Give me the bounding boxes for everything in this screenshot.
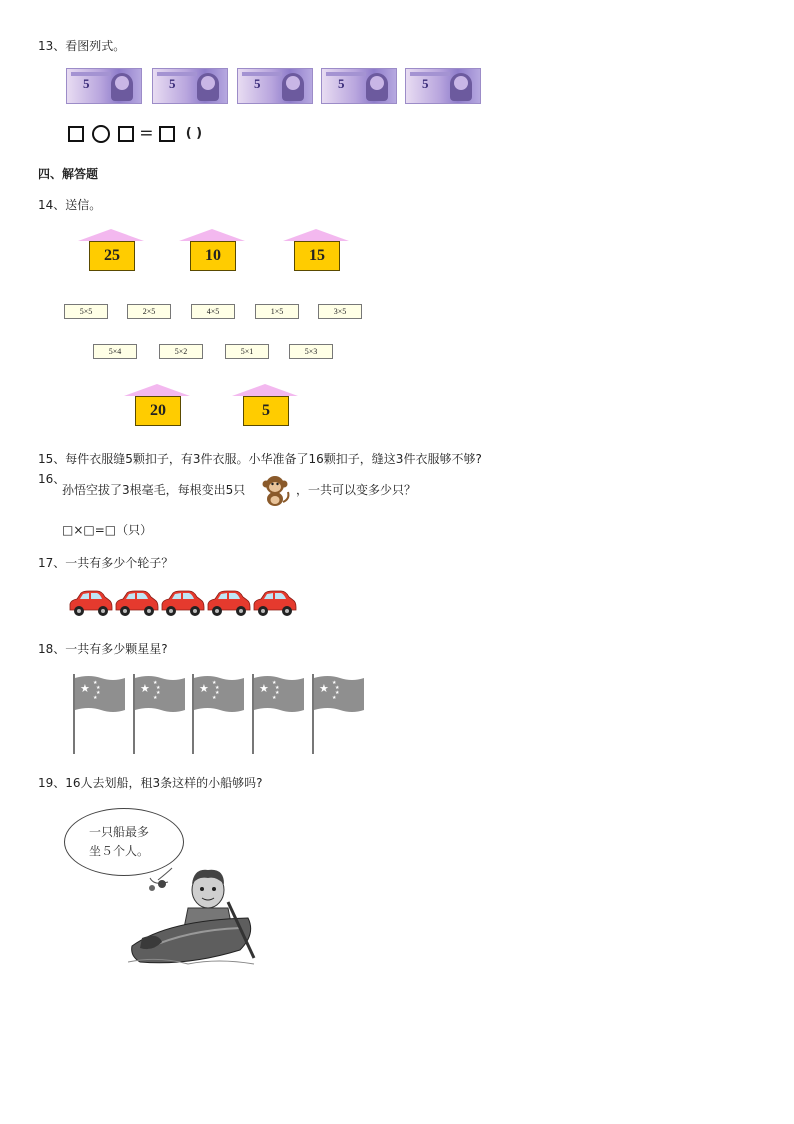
answer-box[interactable] (118, 126, 134, 142)
svg-text:★: ★ (319, 682, 329, 695)
svg-text:★: ★ (215, 690, 220, 696)
car-icon (251, 588, 297, 618)
roof (179, 229, 245, 241)
q16-number: 16、 (38, 472, 66, 486)
house-number: 15 (294, 241, 340, 271)
svg-text:★: ★ (93, 695, 98, 701)
q13-label: 13、看图列式。 (38, 39, 126, 53)
svg-text:★: ★ (153, 680, 158, 686)
flag-icon (250, 672, 306, 754)
letter-card[interactable]: 5×5 (64, 304, 108, 319)
flag-icon (131, 672, 187, 754)
q16-text-after: ，一共可以变多少只？ (296, 483, 417, 497)
letter-card[interactable]: 5×1 (225, 344, 269, 359)
banknote: 5 (237, 68, 313, 104)
banknote: 5 (66, 68, 142, 104)
svg-text:★: ★ (140, 682, 150, 695)
house-number: 20 (135, 396, 181, 426)
car-icon (113, 588, 159, 618)
car-icon (159, 588, 205, 618)
banknote: 5 (321, 68, 397, 104)
svg-text:★: ★ (199, 682, 209, 695)
q13-equation (68, 123, 202, 144)
house-number: 5 (243, 396, 289, 426)
q19-text: 19、16人去划船，租3条这样的小船够吗? (38, 776, 263, 790)
svg-text:★: ★ (272, 695, 277, 701)
answer-box[interactable] (159, 126, 175, 142)
bubble-line-2: 坐５个人。 (89, 844, 150, 858)
svg-text:★: ★ (275, 690, 280, 696)
section-title: 四、解答题 (38, 167, 99, 181)
svg-text:★: ★ (156, 690, 161, 696)
flag-icon (190, 672, 246, 754)
roof (78, 229, 144, 241)
q16-text-before: 孙悟空拔了3根毫毛，每根变出5只 (62, 483, 246, 497)
svg-text:★: ★ (335, 690, 340, 696)
unit-parens[interactable]: ( ) (185, 126, 203, 141)
operator-circle[interactable] (92, 125, 110, 143)
answer-box[interactable] (68, 126, 84, 142)
roof (124, 384, 190, 396)
roof (232, 384, 298, 396)
letter-card[interactable]: 5×4 (93, 344, 137, 359)
q15-text: 15、每件衣服缝5颗扣子，有3件衣服。小华准备了16颗扣子，缝这3件衣服够不够? (38, 452, 482, 466)
letter-card[interactable]: 3×5 (318, 304, 362, 319)
svg-text:★: ★ (96, 685, 101, 691)
q17-text: 17、一共有多少个轮子？ (38, 556, 174, 570)
svg-text:★: ★ (96, 690, 101, 696)
roof (283, 229, 349, 241)
letter-card[interactable]: 5×3 (289, 344, 333, 359)
flag-icon (310, 672, 366, 754)
q14-label: 14、送信。 (38, 198, 102, 212)
banknote: 5 (405, 68, 481, 104)
boat-illustration (128, 862, 258, 968)
house-number: 10 (190, 241, 236, 271)
svg-text:★: ★ (93, 680, 98, 686)
letter-card[interactable]: 4×5 (191, 304, 235, 319)
q18-text: 18、一共有多少颗星星? (38, 642, 168, 656)
letter-card[interactable]: 5×2 (159, 344, 203, 359)
bubble-line-1: 一只船最多 (89, 825, 150, 839)
letter-card[interactable]: 2×5 (127, 304, 171, 319)
svg-text:★: ★ (153, 695, 158, 701)
svg-text:★: ★ (332, 680, 337, 686)
monkey-icon (257, 472, 293, 508)
equals-sign: = (139, 123, 154, 144)
svg-text:★: ★ (156, 685, 161, 691)
svg-text:★: ★ (332, 695, 337, 701)
svg-text:★: ★ (80, 682, 90, 695)
car-icon (67, 588, 113, 618)
svg-text:★: ★ (275, 685, 280, 691)
svg-text:★: ★ (215, 685, 220, 691)
flag-icon (71, 672, 127, 754)
q16-equation: □×□=□（只） (62, 523, 153, 537)
svg-text:★: ★ (212, 695, 217, 701)
car-icon (205, 588, 251, 618)
svg-text:★: ★ (259, 682, 269, 695)
letter-card[interactable]: 1×5 (255, 304, 299, 319)
banknote: 5 (152, 68, 228, 104)
svg-text:★: ★ (272, 680, 277, 686)
svg-text:★: ★ (212, 680, 217, 686)
svg-text:★: ★ (335, 685, 340, 691)
house-number: 25 (89, 241, 135, 271)
